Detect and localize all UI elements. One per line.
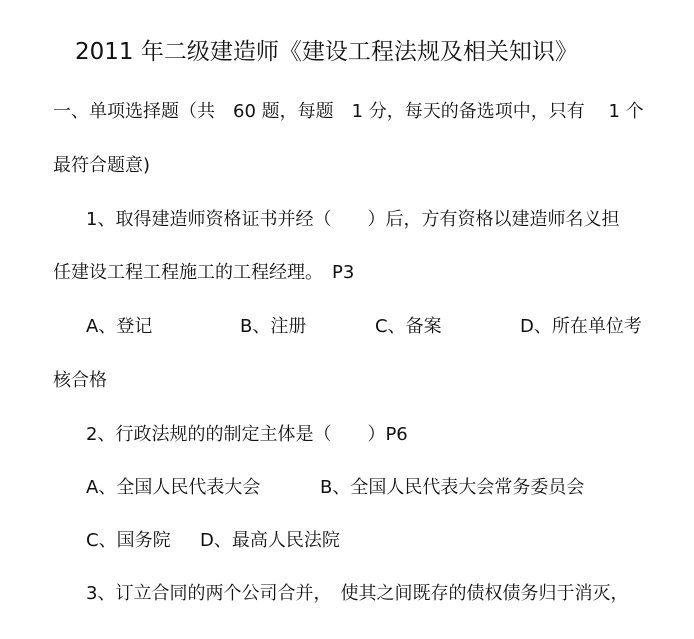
question-2-option-a: A、全国人民代表大会 <box>86 477 261 498</box>
document-title: 2011 年二级建造师《建设工程法规及相关知识》 <box>75 39 578 65</box>
question-3-stem: 3、订立合同的两个公司合并， 使其之间既存的债权债务归于消灭， <box>86 583 629 604</box>
question-2-stem: 2、行政法规的的制定主体是（ ）P6 <box>86 424 408 445</box>
question-1-stem-line-1: 1、取得建造师资格证书并经（ ）后，方有资格以建造师名义担 <box>86 209 620 230</box>
question-2-option-d: D、最高人民法院 <box>200 530 340 551</box>
section-heading-line-1: 一、单项选择题（共 60 题，每题 1 分，每天的备选项中，只有 1 个 <box>53 101 644 122</box>
question-1-stem-line-2: 任建设工程工程施工的工程经理。 P3 <box>53 262 355 283</box>
question-1-option-d-continued: 核合格 <box>53 370 107 391</box>
question-1-option-c: C、备案 <box>375 316 442 337</box>
question-1-option-d: D、所在单位考 <box>520 316 642 337</box>
section-heading-line-2: 最符合题意) <box>53 155 151 176</box>
question-1-option-b: B、注册 <box>240 316 307 337</box>
question-2-option-c: C、国务院 <box>86 530 171 551</box>
question-2-option-b: B、全国人民代表大会常务委员会 <box>320 477 585 498</box>
question-1-option-a: A、登记 <box>86 316 153 337</box>
